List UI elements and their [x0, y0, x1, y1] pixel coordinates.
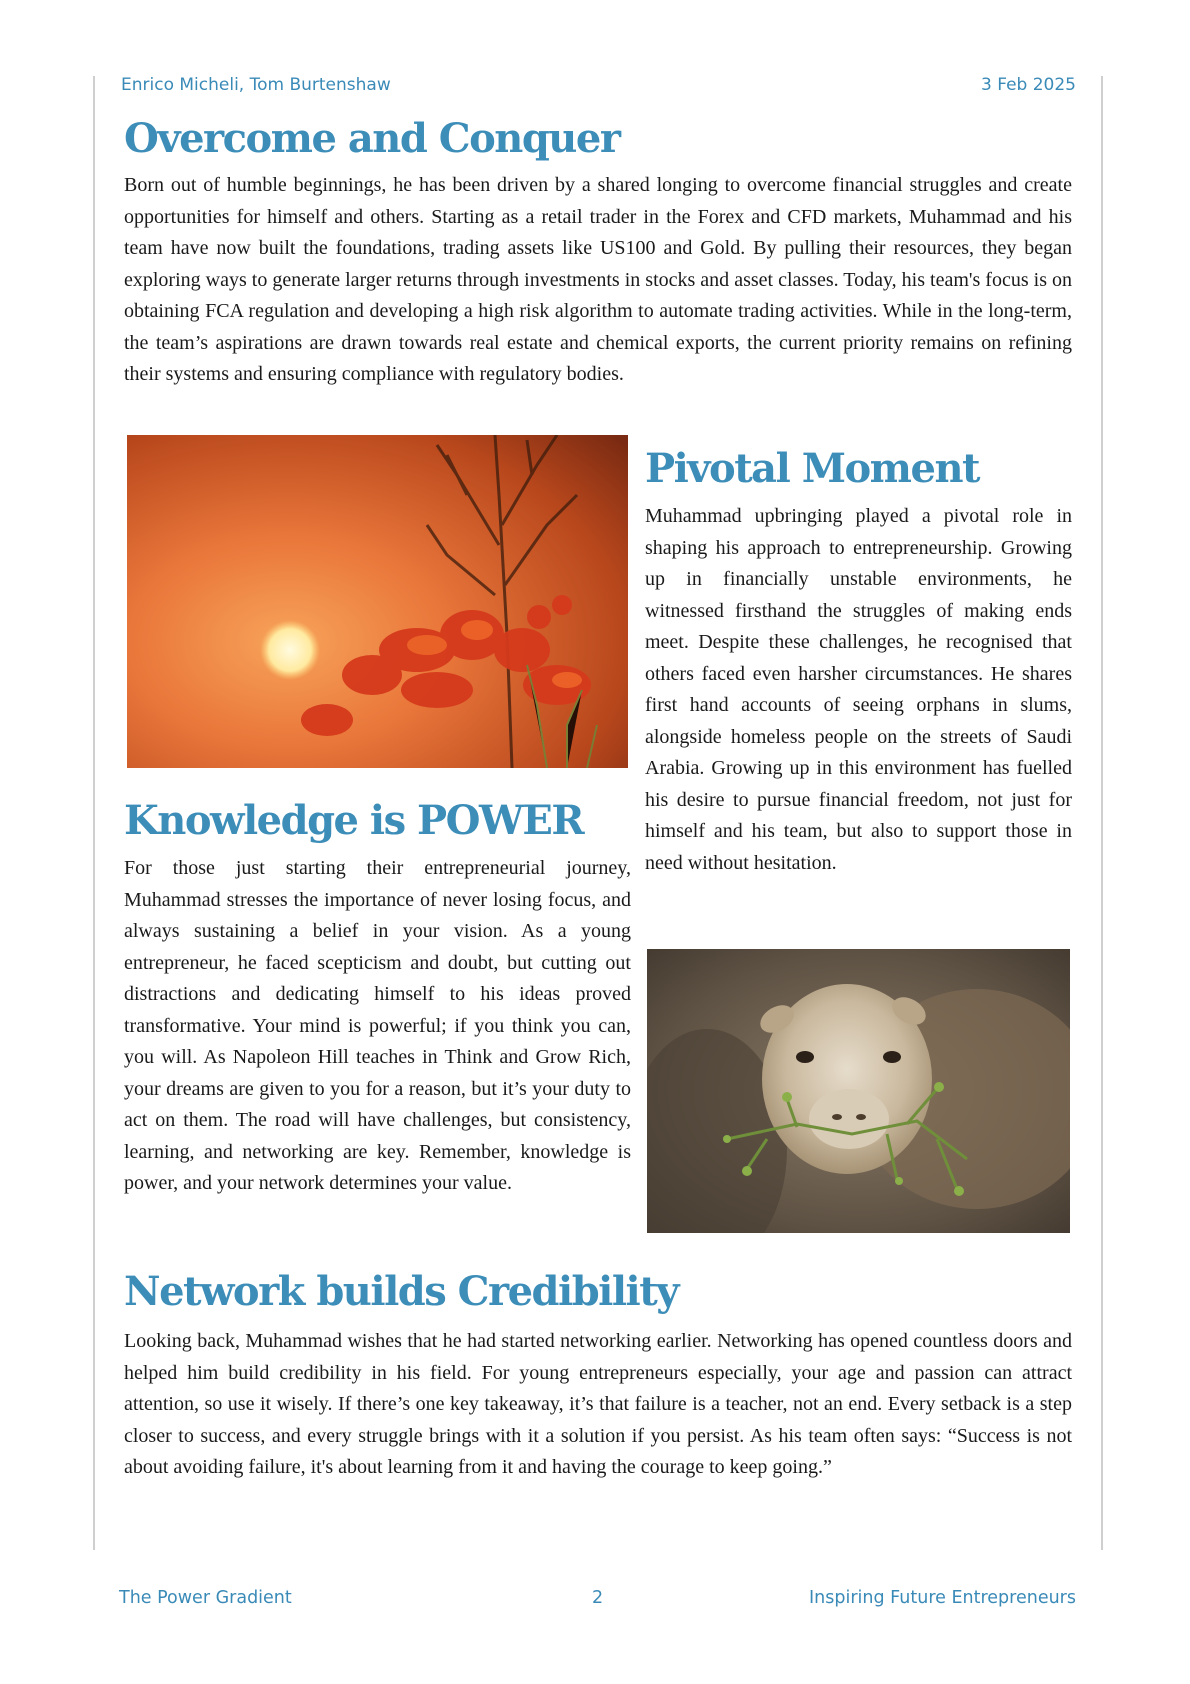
heading-network-builds-credibility: Network builds Credibility [124, 1268, 678, 1315]
heading-pivotal-moment: Pivotal Moment [645, 445, 979, 492]
publication-date: 3 Feb 2025 [981, 75, 1076, 95]
paragraph-pivotal: Muhammad upbringing played a pivotal role in shaping his approach to entrepreneurship. Growing up in financially unstable environments, he witnessed firsthand the struggles of making ends meet. Despite these challenges, he recognised that others faced even harsher circumstances. He shares first hand accounts of seeing orphans in slums, alongside homeless people on the streets of Saudi Arabia. Growing up in this environment has fuelled his desire to pursue financial freedom, not just for himself and his team, but also to support those in need without hesitation. [645, 505, 1072, 874]
right-margin-rule [1101, 76, 1103, 1550]
paragraph-knowledge: For those just starting their entrepreneurial journey, Muhammad stresses the importance of never losing focus, and always sustaining a belief in your vision. As a young entrepreneur, he faced scepticism and doubt, but cutting out distractions and dedicating himself to his ideas proved transformative. Your mind is powerful; if you think you can, you will. As Napoleon Hill teaches in Think and Grow Rich, your dreams are given to you for a reason, but it’s your duty to act on them. The road will have challenges, but consistency, learning, and networking are key. Remember, knowledge is power, and your network determines your value. [124, 857, 631, 1194]
sunset-flowers-photo [127, 435, 628, 768]
authors-byline: Enrico Micheli, Tom Burtenshaw [121, 75, 391, 95]
paragraph-network: Looking back, Muhammad wishes that he had started networking earlier. Networking has opened countless doors and helped him build credibility in his field. For young entrepreneurs especially, your age and passion can attract attention, so use it wisely. If there’s one key takeaway, it’s that failure is a teacher, not an end. Every setback is a step closer to success, and every struggle brings with it a solution if you persist. As his team often says: “Success is not about avoiding failure, it's about learning from it and having the courage to keep going.” [124, 1330, 1072, 1478]
camel-photo [647, 949, 1070, 1233]
heading-overcome-and-conquer: Overcome and Conquer [124, 115, 620, 162]
heading-knowledge-is-power: Knowledge is POWER [124, 797, 584, 844]
left-margin-rule [93, 76, 95, 1550]
footer-publication-name: The Power Gradient [119, 1588, 292, 1608]
paragraph-overcome: Born out of humble beginnings, he has been driven by a shared longing to overcome financial struggles and create opportunities for himself and others. Starting as a retail trader in the Forex and CFD markets, Muhammad and his team have now built the foundations, trading assets like US100 and Gold. By pulling their resources, they began exploring ways to generate larger returns through investments in stocks and asset classes. Today, his team's focus is on obtaining FCA regulation and developing a high risk algorithm to automate trading activities. While in the long-term, the team’s aspirations are drawn towards real estate and chemical exports, the current priority remains on refining their systems and ensuring compliance with regulatory bodies. [124, 174, 1072, 385]
footer-tagline: Inspiring Future Entrepreneurs [809, 1588, 1076, 1608]
footer-page-number: 2 [592, 1588, 604, 1608]
